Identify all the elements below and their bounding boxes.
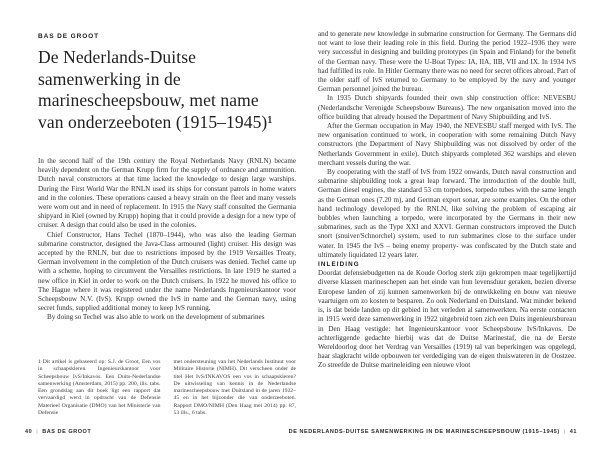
paragraph: By doing so Techel was also able to work on the development of submarines	[47, 313, 265, 322]
author-kicker: BAS DE GROOT	[38, 33, 99, 40]
article-title-line: samenwerking in de	[38, 68, 181, 89]
article-title	[38, 47, 296, 133]
right-body-text	[318, 30, 576, 426]
article-title-line: van onderzeeboten (1915–1945)¹	[38, 111, 273, 132]
right-page-footer	[289, 429, 577, 435]
footer-divider: |	[563, 429, 566, 435]
article-title-line: De Nederlands-Duitse	[38, 47, 196, 67]
article-title-line: marinescheepsbouw, met name	[38, 90, 259, 110]
section-heading-inleiding: INLEIDING	[318, 261, 360, 269]
left-footer-label: BAS DE GROOT	[42, 429, 92, 435]
left-body-text	[38, 157, 296, 357]
right-page-number: 41	[569, 429, 577, 435]
paragraph: Chief Constructor, Hans Techel (1870–1944), who was also the leading German submarine constructor, designed the Java-Class armoured (light) cruiser. His design was accepted by the RNLN, but due to restrictions imposed by the 1919 Versailles Treaty, German involvement in the completion of the Dutch cruisers was denied. Techel came up with a scheme, hoping to circumvent the Versailles restrictions. In late 1919 he started a new office in Kiel in order to work on the Dutch cruisers. In 1922 he moved his office to The Hague where it was registered under the name Nederlands Ingenieurskantoor voor Scheepsbouw N.V. (IvS). Krupp owned the IvS in name and the German navy, using secret funds, supplied additional money to keep IvS running.	[38, 230, 296, 313]
paragraph: and to generate new knowledge in submarine construction for Germany. The Germans did not want to lose their leading role in this field. During the period 1922–1936 they were very successful in designing and building prototypes (in Spain and Finland) for the benefit of the German navy. These were the U-Boat Types: IA, IIA, IIB, VII and IX. In 1934 IvS had fulfilled its role. In Hitler Germany there was no need for secret offices abroad. Part of the older staff of IvS returned to Germany to be employed by the navy and younger German personnel joined the bureau.	[318, 30, 576, 94]
left-page	[38, 0, 296, 455]
footer-divider: |	[36, 429, 39, 435]
left-page-footer	[25, 429, 91, 435]
footnote-block	[38, 359, 296, 417]
footnote-column-1: 1 Dit artikel is gebaseerd op: S.J. de Groot, Een vos in schaapskleren. Ingenieurskantoor voor Scheepsbouw IvS/Inkavos. Een Duits-Nederlandse samenwerking (Amsterdam, 2015) pp. 200, ills. tabs. Een grondslag aan dit boek ligt een rapport dat vervaardigd werd in opdracht van de Defensie Materieel Organisatie (DMO) van het Ministerie van Defensie	[38, 359, 161, 417]
paragraph: After the German occupation in May 1940, the NEVESBU staff merged with IvS. The new organisation continued to work, in cooperation with some remaining Dutch Navy constructors (the Department of Navy Shipbuilding was not dissolved by order of the Netherlands Government in exile). Dutch shipyards completed 362 warships and eleven merchant vessels during the war.	[318, 122, 576, 167]
paragraph: By cooperating with the staff of IvS from 1922 onwards, Dutch naval construction and submarine shipbuilding took a great leap forward. The introduction of the double hull, German diesel engines, the standard 53 cm torpedoes, torpedo tubes with the same length as the German ones (7.20 m), and German export sonar, are some examples. On the other hand technology developed by the RNLN, like solving the problem of escaping air bubbles when launching a torpedo, were incorporated by the Germans in their new submarines, such as the Type XXI and XXVI. German constructors improved the Dutch snort (snuiver/Schnorchel) system, used to run submarines close to the surface under water. In 1945 the IvS – being enemy property- was confiscated by the Dutch state and ultimately liquidated 12 years later.	[318, 168, 576, 259]
footnote-column-2: met ondersteuning van het Nederlands Instituut voor Militaire Historie (NIMH). Dit verscheen onder de titel Het IvS/INKAVOS een vos in schaapskleren? De uitwisseling van kennis in de Nederlandse marinescheepsbouw met Duitsland in de jaren 1922–45 en in het bijzonder die van onderzeeboten. Rapport DMO/NIMH (Den Haag mei 2014) pp. 87, 53 ills., 6 tabs.	[173, 359, 296, 417]
left-page-number: 40	[25, 429, 33, 435]
paragraph: In 1935 Dutch shipyards founded their own ship construction office: NEVESBU (Nederlandsche Verenigde Scheepsbouw Bureaus). The new organisation moved into the office building that already housed the Department of Navy Shipbuilding and IvS.	[318, 94, 576, 121]
right-footer-label: DE NEDERLANDS-DUITSE SAMENWERKING IN DE MARINESCHEEPSBOUW (1915–1945)	[288, 429, 560, 435]
paragraph: In the second half of the 19th century the Royal Netherlands Navy (RNLN) became heavily dependent on the German Krupp firm for the supply of ordnance and ammunition. Dutch naval constructors at that time lacked the knowledge to design large warships. During the First World War the RNLN used its ships for constant patrols in home waters and in the colonies. These operations caused a heavy strain on the fleet and many vessels were worn out and in need of replacement. In 1915 the Navy staff consulted the Germania shipyard in Kiel (owned by Krupp) hoping that it could provide a design for a new type of cruiser. A design that could also be used in the colonies.	[38, 157, 296, 230]
right-page	[318, 0, 576, 455]
paragraph: Doordat defensiebudgetten na de Koude Oorlog sterk zijn gekrompen maar tegelijkertijd diverse klassen marineschepen aan het einde van hun levensduur geraken, bezien diverse Europese landen of zij kunnen samenwerken bij de ontwikkeling en bouw van nieuwe vaartuigen om zo kosten te besparen. Zo ook Nederland en Duitsland. Wat minder bekend is, is dat beide landen op dit gebied in het verleden al samenwerkten. Na eerste contacten in 1915 werd deze samenwerking in 1922 uitgebreid toen zich een Duits ingenieursbureau in Den Haag vestigde: het Ingenieurskantoor voor Scheepsbouw IvS/Inkavos. De achterliggende gedachte hierbij was dat de Duitse Marinestaf, die na de Eerste Wereldoorlog door het Verdrag van Versailles (1919) tal van beperkingen was opgelegd, haar slagkracht wilde opbouwen ter verdediging van de eigen thuiswateren in de Oostzee. Zo streefde de Duitse marineleiding een nieuwe vloot	[318, 269, 576, 370]
